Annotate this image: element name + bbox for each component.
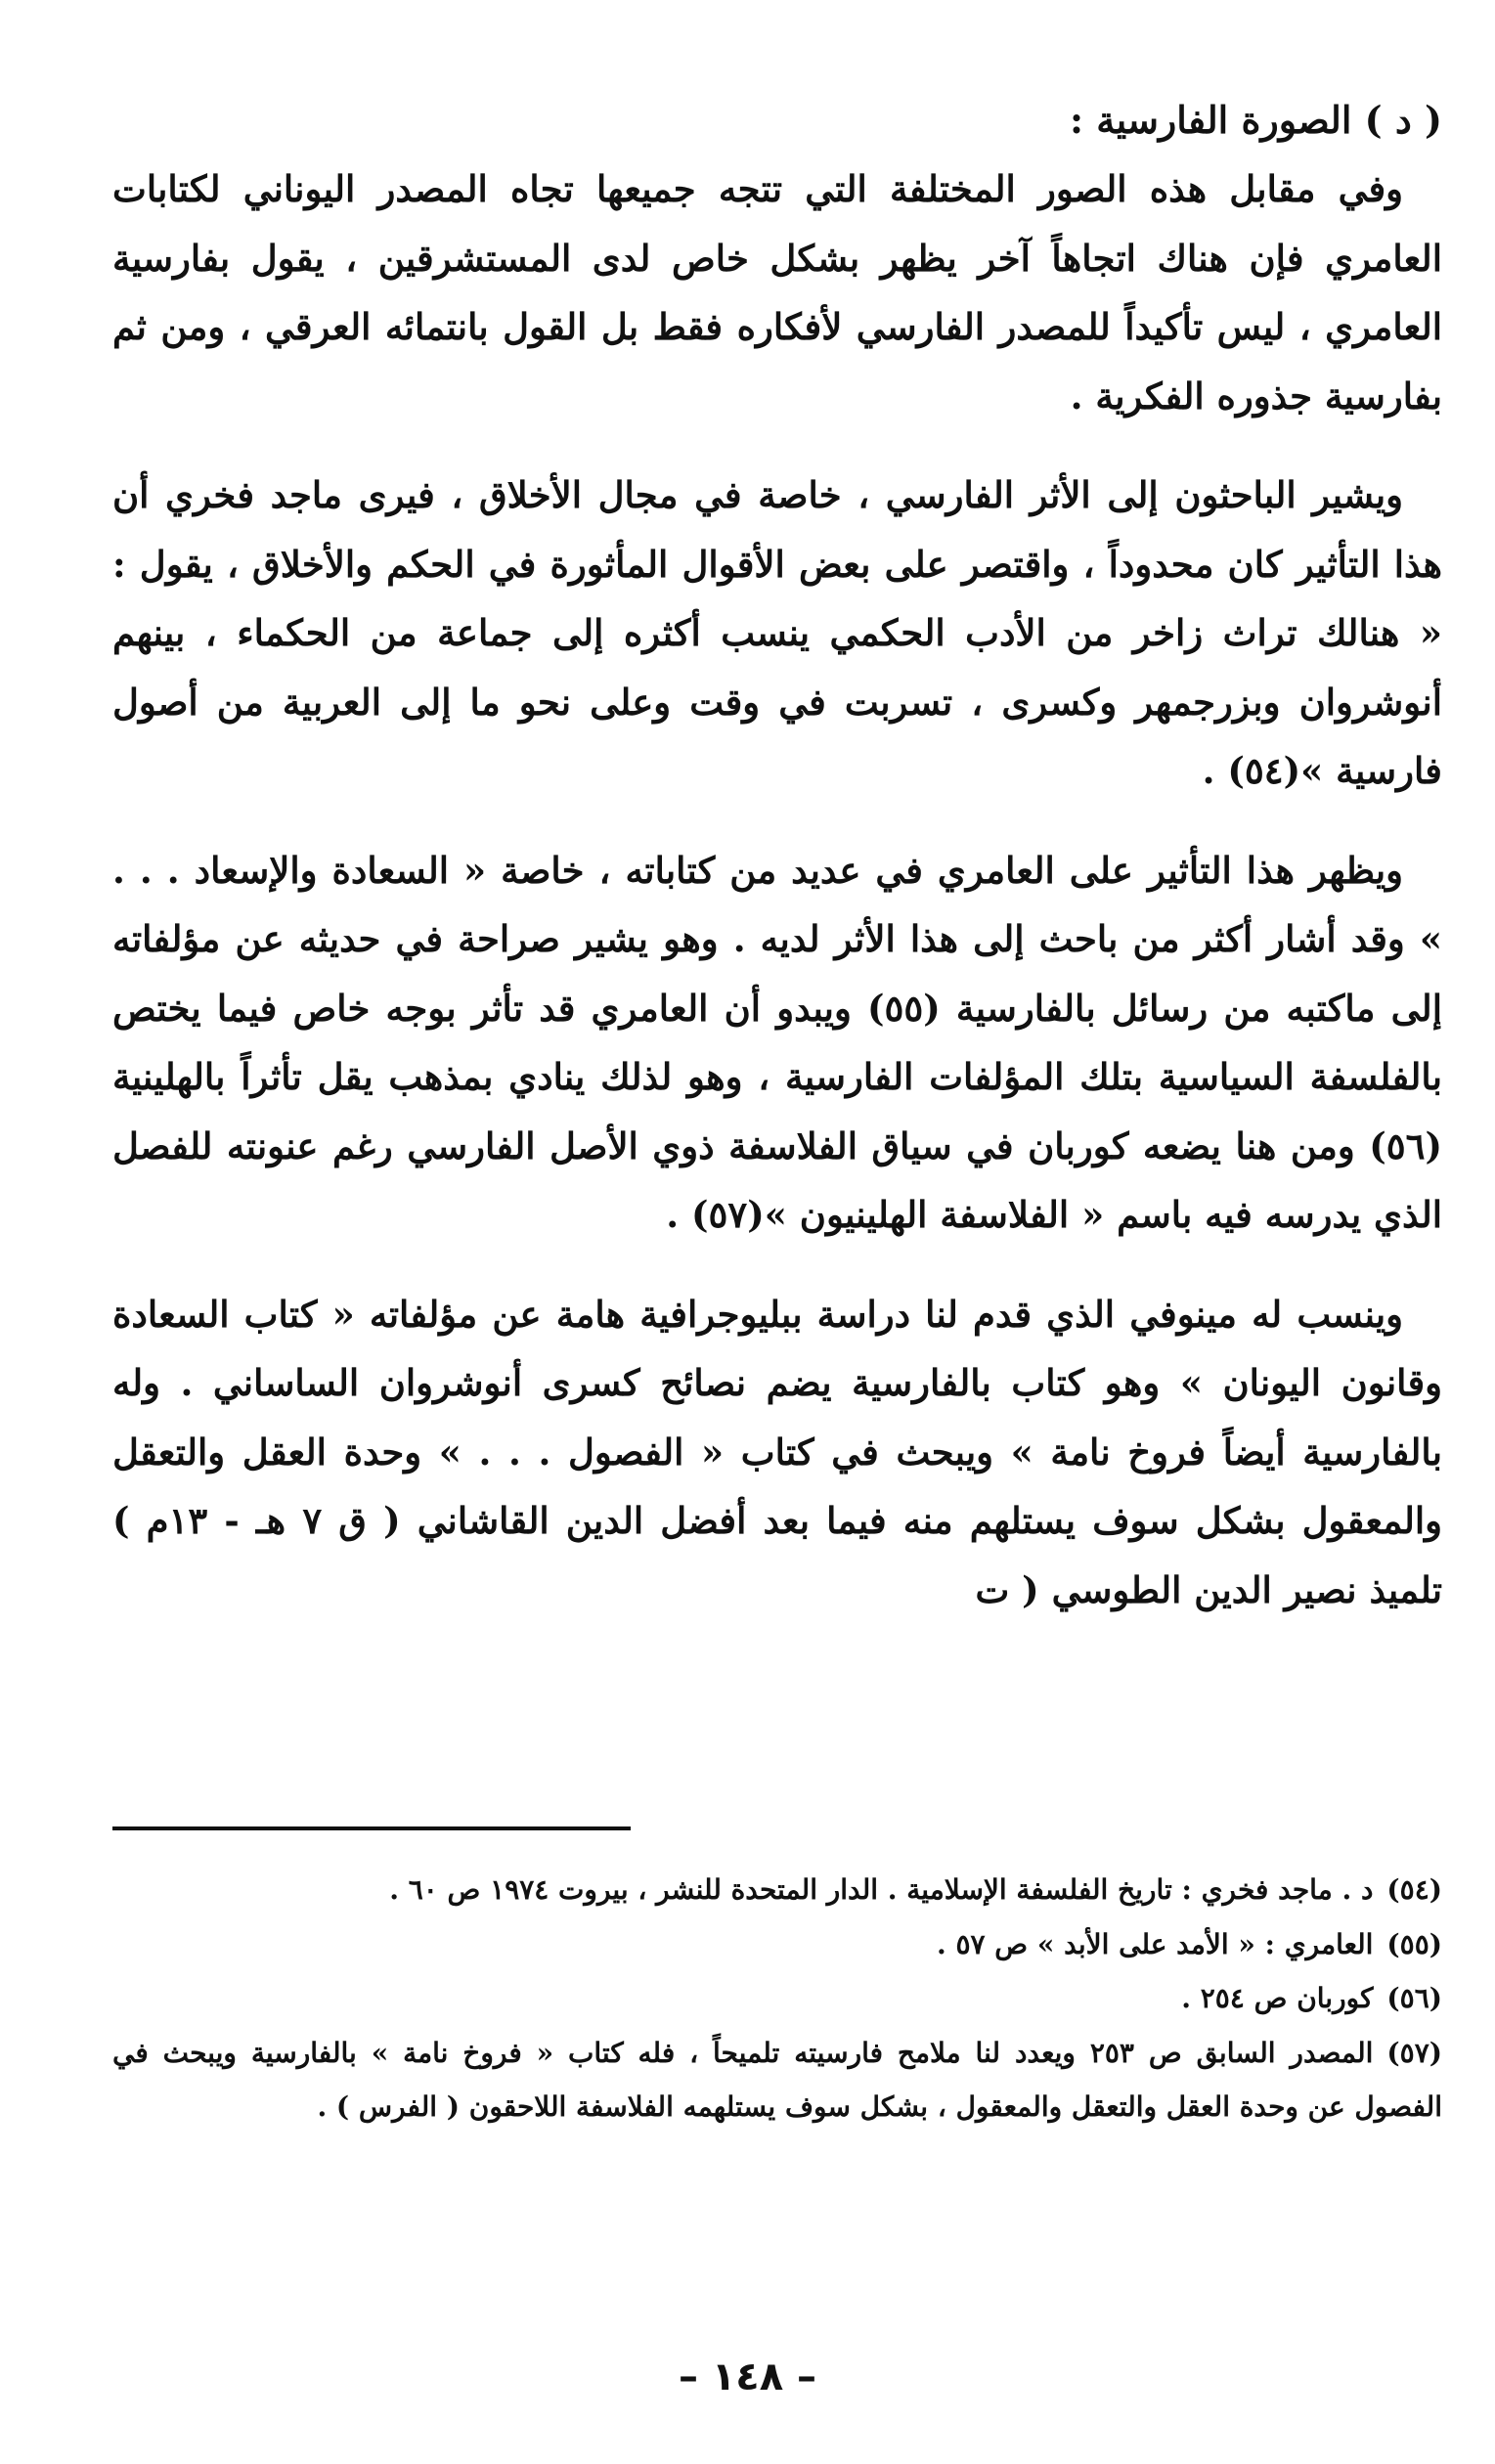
page-body [112,86,1442,1624]
footnote-text: كوربان ص ٢٥٤ . [1181,1982,1374,2014]
section-heading [112,86,1442,154]
paragraph-3: ويظهر هذا التأثير على العامري في عديد من كتاباته ، خاصة « السعادة والإسعاد . . . » وقد أشار أكثر من باحث إلى هذا الأثر لديه . وهو يشير صراحة في حديثه عن مؤلفاته إلى ماكتبه من رسائل بالفارسية (٥٥) ويبدو أن العامري قد تأثر بوجه خاص فيما يختص بالفلسفة السياسية بتلك المؤلفات الفارسية ، وهو لذلك ينادي بمذهب يقل تأثراً بالهلينية (٥٦) ومن هنا يضعه كوربان في سياق الفلاسفة ذوي الأصل الفارسي رغم عنونته للفصل الذي يدرسه فيه باسم « الفلاسفة الهلينيون »(٥٧) . [112,848,1442,1236]
page-number: – ١٤٨ – [678,2354,817,2399]
paragraph-4: وينسب له مينوفي الذي قدم لنا دراسة ببليوجرافية هامة عن مؤلفاته « كتاب السعادة وقانون اليونان » وهو كتاب بالفارسية يضم نصائح كسرى أنوشروان الساساني . وله بالفارسية أيضاً فروخ نامة » ويبحث في كتاب « الفصول . . . » وحدة العقل والتعقل والمعقول بشكل سوف يستلهم منه فيما بعد أفضل الدين القاشاني ( ق ٧ هـ - ١٣م ) تلميذ نصير الدين الطوسي ( ت [112,1292,1443,1611]
section-label: ( د ) [1364,98,1442,142]
footnote-56 [112,1971,1442,2026]
footnote-text: د . ماجد فخري : تاريخ الفلسفة الإسلامية . الدار المتحدة للنشر ، بيروت ١٩٧٤ ص ٦٠ . [389,1873,1374,1906]
footnote-number: (٥٦) [1386,1982,1442,2014]
footnote-text: المصدر السابق ص ٢٥٣ ويعدد لنا ملامح فارسيته تلميحاً ، فله كتاب « فروخ نامة » بالفارسية ويبحث في الفصول عن وحدة العقل والتعقل والمعقول ، بشكل سوف يستلهمه الفلاسفة اللاحقون ( الفرس ) . [112,2036,1442,2123]
footnote-number: (٥٤) [1386,1873,1442,1906]
footnote-54 [112,1863,1442,1917]
footnote-number: (٥٥) [1386,1927,1442,1960]
footnote-55 [112,1917,1442,1972]
footnotes [112,1863,1442,2134]
paragraph-1: وفي مقابل هذه الصور المختلفة التي تتجه جميعها تجاه المصدر اليوناني لكتابات العامري فإن هناك اتجاهاً آخر يظهر بشكل خاص لدى المستشرقين ، يقول بفارسية العامري ، ليس تأكيداً للمصدر الفارسي لأفكاره فقط بل القول بانتمائه العرقي ، ومن ثم بفارسية جذوره الفكرية . [112,167,1442,418]
paragraph-2: ويشير الباحثون إلى الأثر الفارسي ، خاصة في مجال الأخلاق ، فيرى ماجد فخري أن هذا التأثير كان محدوداً ، واقتصر على بعض الأقوال المأثورة في الحكم والأخلاق ، يقول : « هنالك تراث زاخر من الأدب الحكمي ينسب أكثره إلى جماعة من الحكماء ، بينهم أنوشروان وبزرجمهر وكسرى ، تسربت في وقت وعلى نحو ما إلى العربية من أصول فارسية »(٥٤) . [112,473,1442,792]
footnote-57 [112,2026,1442,2134]
footnote-text: العامري : « الأمد على الأبد » ص ٥٧ . [936,1927,1374,1960]
footnote-divider [112,1826,631,1830]
section-title: الصورة الفارسية : [1069,98,1352,142]
footnote-number: (٥٧) [1386,2036,1442,2069]
